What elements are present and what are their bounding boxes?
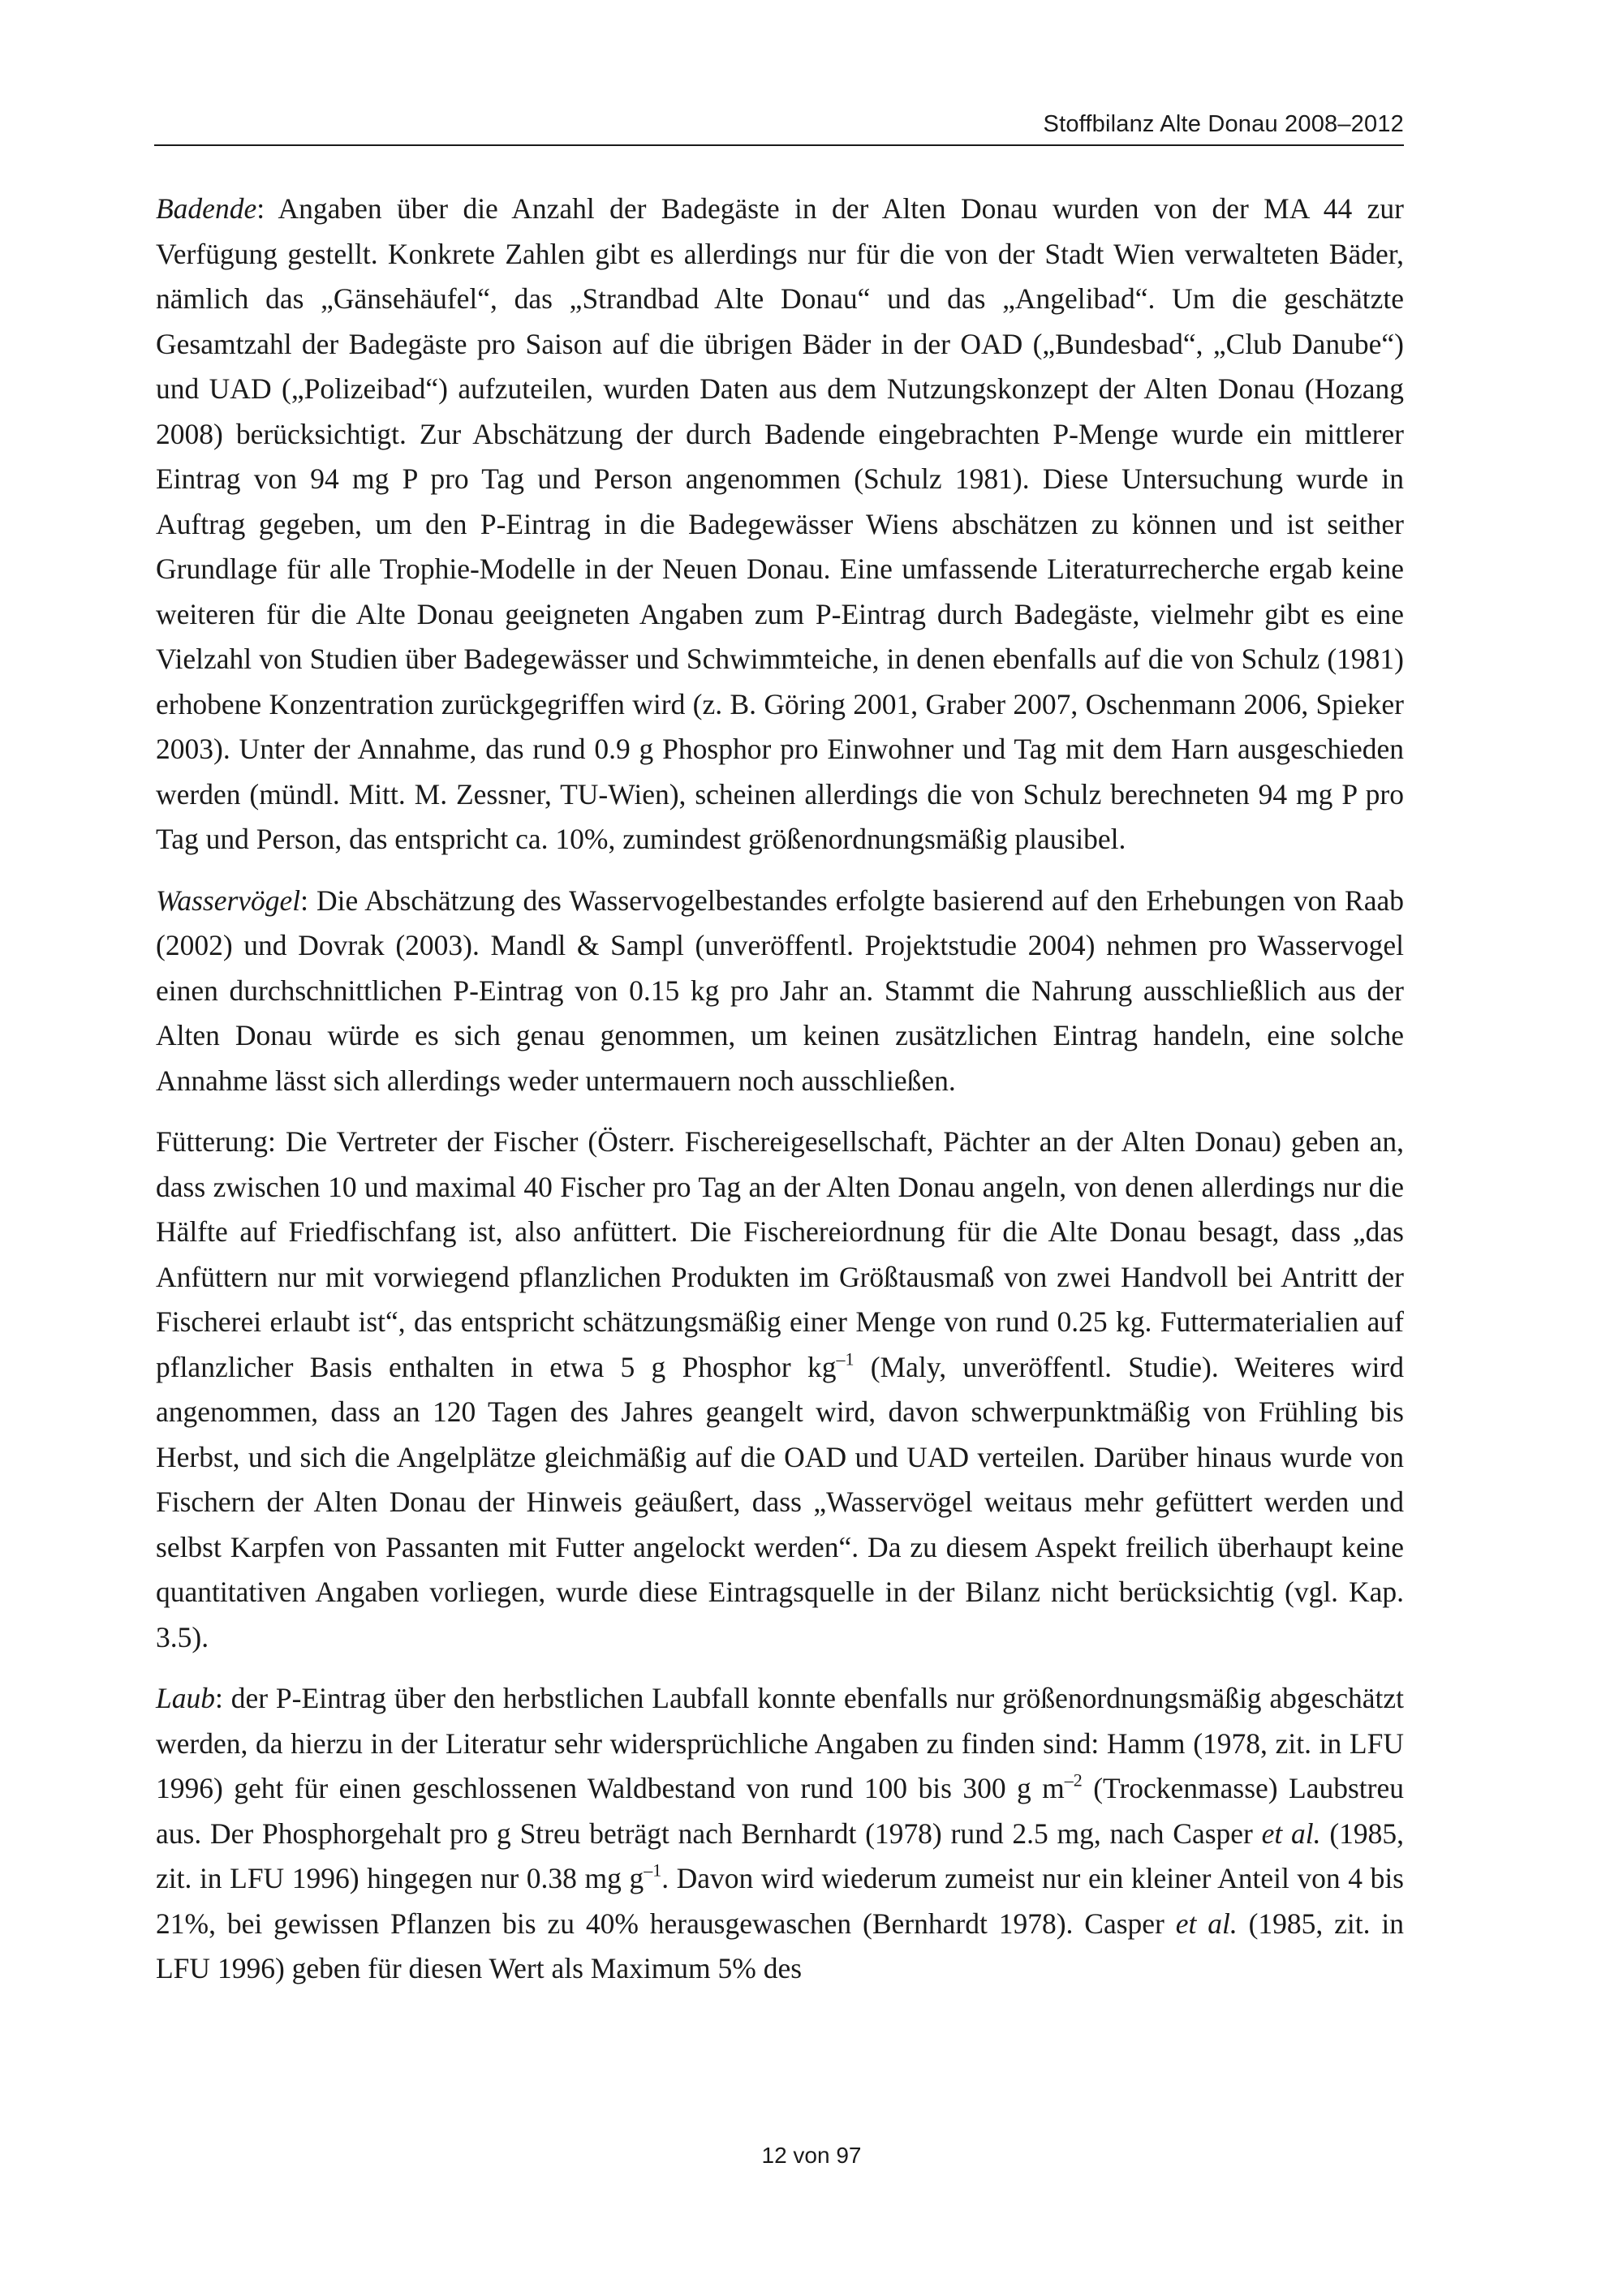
- et-al-italic: et al.: [1175, 1907, 1238, 1940]
- text-segment: : Die Abschätzung des Wasservogelbestandes erfolgte basierend auf den Erhebungen von Raab (2002) und Dovrak (2003). Mandl & Sampl (unveröffentl. Projektstudie 2004) nehmen pro Wasservogel einen durchschnittlichen P-Eintrag von 0.15 kg pro Jahr an. Stammt die Nahrung ausschließlich aus der Alten Donau würde es sich genau genommen, um keinen zusätzlichen Eintrag handeln, eine solche Annahme lässt sich allerdings weder untermauern noch ausschließen.: [156, 884, 1404, 1097]
- text-segment: : der P-Eintrag über den herbstlichen Laubfall konnte ebenfalls nur größenordnungsmäßig abgeschätzt werden, da hierzu in der Literatur sehr widersprüchliche Angaben zu finden sind: Hamm (1978, zit. in LFU 1996) geht für einen geschlossenen Waldbestand von rund 100 bis 300 g m: [156, 1682, 1404, 1804]
- term-badende: Badende: [156, 192, 257, 225]
- text-segment: (Trockenmasse) Laubstreu aus. Der Phosphorgehalt pro g Streu beträgt nach Bernhardt (1978) rund 2.5 mg, nach Casper: [156, 1772, 1404, 1850]
- body-text: [156, 187, 1404, 2008]
- text-segment: . Davon wird wiederum zumeist nur ein kleiner Anteil von 4 bis 21%, bei gewissen Pflanzen bis zu 40% herausgewaschen (Bernhardt 1978). Casper: [156, 1862, 1405, 1940]
- term-laub: Laub: [156, 1682, 215, 1714]
- text-segment: (1985, zit. in LFU 1996) hingegen nur 0.38 mg g: [156, 1817, 1405, 1894]
- text-segment: : Angaben über die Anzahl der Badegäste in der Alten Donau wurden von der MA 44 zur Verfügung gestellt. Konkrete Zahlen gibt es allerdings nur für die von der Stadt Wien verwalteten Bäder, nämlich das „Gänsehäufel“, das „Strandbad Alte Donau“ und das „Angelibad“. Um die geschätzte Gesamtzahl der Badegäste pro Saison auf die übrigen Bäder in der OAD („Bundesbad“, „Club Danube“) und UAD („Polizeibad“) aufzuteilen, wurden Daten aus dem Nutzungskonzept der Alten Donau (Hozang 2008) berücksichtigt. Zur Abschätzung der durch Badende eingebrachten P-Menge wurde ein mittlerer Eintrag von 94 mg P pro Tag und Person angenommen (Schulz 1981). Diese Untersuchung wurde in Auftrag gegeben, um den P-Eintrag in die Badegewässer Wiens abschätzen zu können und ist seither Grundlage für alle Trophie-Modelle in der Neuen Donau. Eine umfassende Literaturrecherche ergab keine weiteren für die Alte Donau geeigneten Angaben zum P-Eintrag durch Badegäste, vielmehr gibt es eine Vielzahl von Studien über Badegewässer und Schwimmteiche, in denen ebenfalls auf die von Schulz (1981) erhobene Konzentration zurückgegriffen wird (z. B. Göring 2001, Graber 2007, Oschenmann 2006, Spieker 2003). Unter der Annahme, das rund 0.9 g Phosphor pro Einwohner und Tag mit dem Harn ausgeschieden werden (mündl. Mitt. M. Zessner, TU-Wien), scheinen allerdings die von Schulz berechneten 94 mg P pro Tag und Person, das entspricht ca. 10%, zumindest größenordnungsmäßig plausibel.: [156, 192, 1404, 855]
- paragraph-badende: [156, 187, 1404, 862]
- paragraph-laub: [156, 1676, 1404, 1992]
- text-segment: Fütterung: Die Vertreter der Fischer (Österr. Fischereigesellschaft, Pächter an der Alten Donau) geben an, dass zwischen 10 und maximal 40 Fischer pro Tag an der Alten Donau angeln, von denen allerdings nur die Hälfte auf Friedfischfang ist, also anfüttert. Die Fischereiordnung für die Alte Donau besagt, dass „das Anfüttern nur mit vorwiegend pflanzlichen Produkten im Größtausmaß von zwei Handvoll bei Antritt der Fischerei erlaubt ist“, das entspricht schätzungsmäßig einer Menge von rund 0.25 kg. Futtermaterialien auf pflanzlicher Basis enthalten in etwa 5 g Phosphor kg: [156, 1125, 1404, 1383]
- superscript-exponent: –1: [836, 1348, 855, 1369]
- superscript-exponent: –1: [644, 1860, 662, 1881]
- header-rule: [154, 144, 1404, 146]
- term-wasservoegel: Wasservögel: [156, 884, 301, 917]
- superscript-exponent: –2: [1064, 1769, 1083, 1791]
- paragraph-fuetterung: [156, 1120, 1404, 1660]
- et-al-italic: et al.: [1261, 1817, 1321, 1850]
- paragraph-wasservoegel: [156, 879, 1404, 1104]
- text-segment: (1985, zit. in LFU 1996) geben für diesen Wert als Maximum 5% des: [156, 1907, 1404, 1984]
- running-header: Stoffbilanz Alte Donau 2008–2012: [1043, 111, 1404, 137]
- text-segment: (Maly, unveröffentl. Studie). Weiteres wird angenommen, dass an 120 Tagen des Jahres geangelt wird, davon schwerpunktmäßig von Frühling bis Herbst, und sich die Angelplätze gleichmäßig auf die OAD und UAD verteilen. Darüber hinaus wurde von Fischern der Alten Donau der Hinweis geäußert, dass „Wasservögel weitaus mehr gefüttert werden und selbst Karpfen von Passanten mit Futter angelockt werden“. Da zu diesem Aspekt freilich überhaupt keine quantitativen Angaben vorliegen, wurde diese Eintragsquelle in der Bilanz nicht berücksichtig (vgl. Kap. 3.5).: [156, 1350, 1404, 1653]
- page-number: 12 von 97: [761, 2143, 862, 2168]
